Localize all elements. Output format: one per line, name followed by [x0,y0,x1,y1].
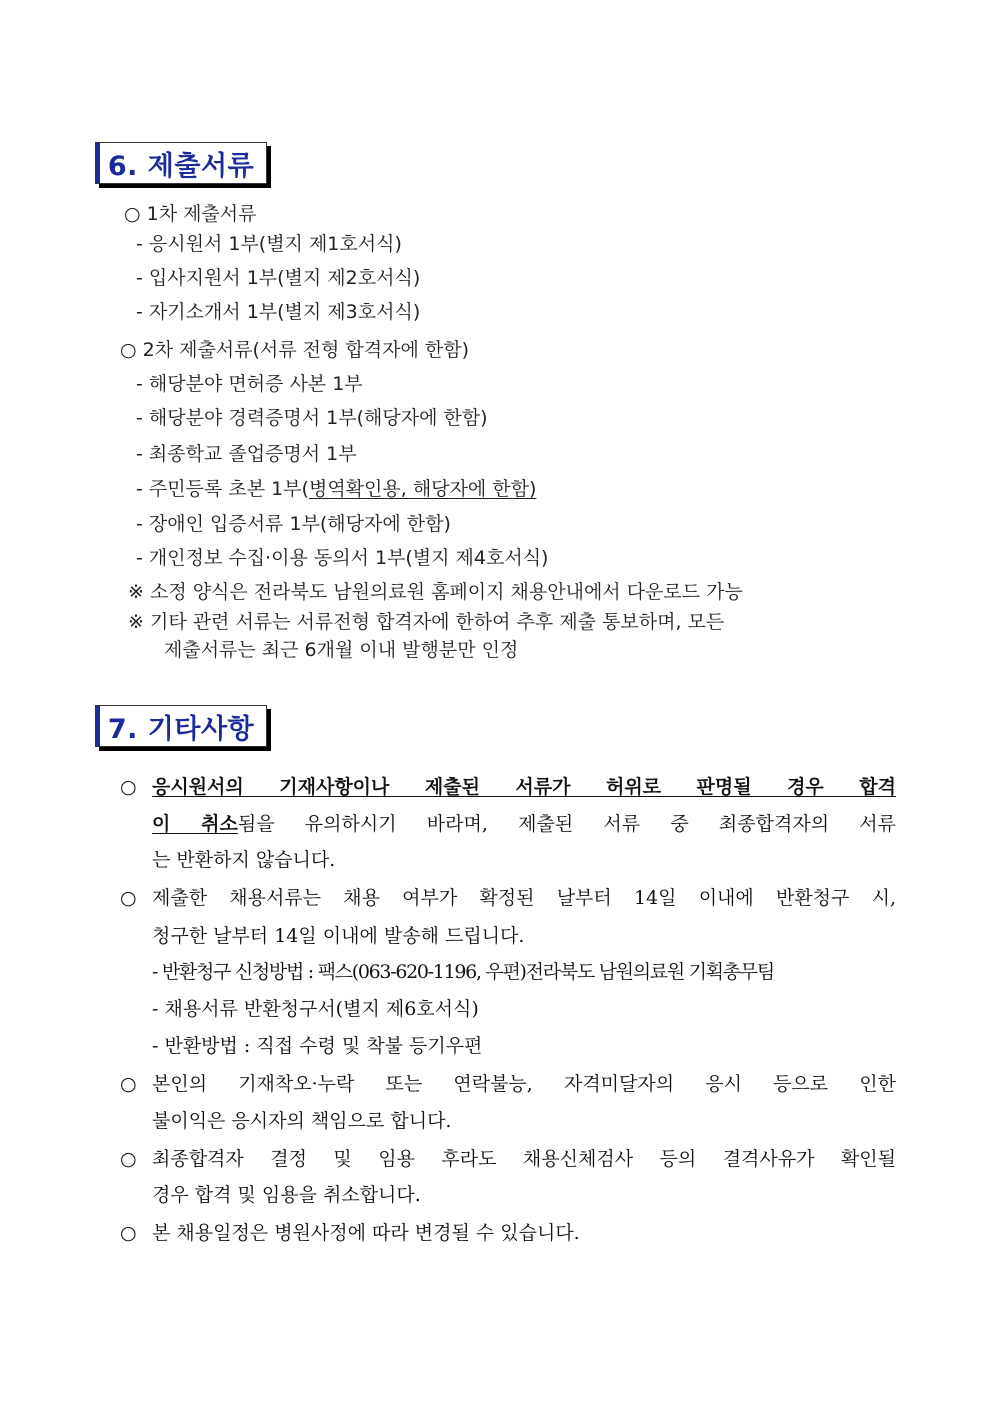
resident-prefix: - 주민등록 초본 1부( [136,478,309,500]
second-round-item: - 개인정보 수집·이용 동의서 1부(별지 제4호서식) [136,547,549,569]
item4-line2: 경우 합격 및 임용을 취소합니다. [152,1184,421,1206]
section-7-heading [95,705,267,747]
item1-line2 [152,812,896,836]
second-round-title: ○ 2차 제출서류(서류 전형 합격자에 한함) [120,339,470,361]
note: ※ 기타 관련 서류는 서류전형 합격자에 한하여 추후 제출 통보하며, 모든 [128,611,725,633]
section-6-heading-text: 6. 제출서류 [107,150,255,182]
item5-line1: 본 채용일정은 병원사정에 따라 변경될 수 있습니다. [152,1222,580,1244]
item1-cancel: 이 취소 [152,813,238,835]
second-round-item: - 해당분야 경력증명서 1부(해당자에 한함) [136,407,488,429]
item3-line2: 불이익은 응시자의 책임으로 합니다. [152,1110,452,1132]
section-6-heading [95,142,267,184]
second-round-item: - 해당분야 면허증 사본 1부 [136,373,363,395]
note-continuation: 제출서류는 최근 6개월 이내 발행분만 인정 [164,639,519,661]
first-round-item: - 응시원서 1부(별지 제1호서식) [136,233,402,255]
bullet-circle: ○ [120,887,137,909]
section-7-heading-text: 7. 기타사항 [107,713,255,745]
item2-line2: 청구한 날부터 14일 이내에 발송해 드립니다. [152,925,525,947]
item2-line1: 제출한 채용서류는 채용 여부가 확정된 날부터 14일 이내에 반환청구 시, [152,887,896,909]
item1-line2-rest: 됨을 유의하시기 바라며, 제출된 서류 중 최종합격자의 서류 [237,813,896,835]
second-round-item-resident [136,477,536,501]
first-round-item: - 입사지원서 1부(별지 제2호서식) [136,267,421,289]
second-round-item: - 장애인 입증서류 1부(해당자에 한함) [136,513,451,535]
bullet-circle: ○ [120,1148,137,1170]
first-round-item: - 자기소개서 1부(별지 제3호서식) [136,301,421,323]
bullet-circle: ○ [120,1073,137,1095]
first-round-title: ○ 1차 제출서류 [124,203,257,225]
item3-line1: 본인의 기재착오·누락 또는 연락불능, 자격미달자의 응시 등으로 인한 [152,1073,896,1095]
item2-sub: - 반환방법 : 직접 수령 및 착불 등기우편 [152,1035,483,1057]
item4-line1: 최종합격자 결정 및 임용 후라도 채용신체검사 등의 결격사유가 확인될 [152,1148,896,1170]
bullet-circle: ○ [120,1222,137,1244]
resident-underlined: 병역확인용, 해당자에 한함) [308,478,537,500]
item2-sub: - 반환청구 신청방법 : 팩스(063-620-1196, 우편)전라북도 남원의료원 기획총무팀 [152,961,774,983]
bullet-circle: ○ [120,776,137,798]
item1-line1: 응시원서의 기재사항이나 제출된 서류가 허위로 판명될 경우 합격 [152,776,896,798]
note: ※ 소정 양식은 전라북도 남원의료원 홈페이지 채용안내에서 다운로드 가능 [128,581,743,603]
second-round-item: - 최종학교 졸업증명서 1부 [136,443,357,465]
item1-line3: 는 반환하지 않습니다. [152,849,336,871]
item2-sub: - 채용서류 반환청구서(별지 제6호서식) [152,998,479,1020]
